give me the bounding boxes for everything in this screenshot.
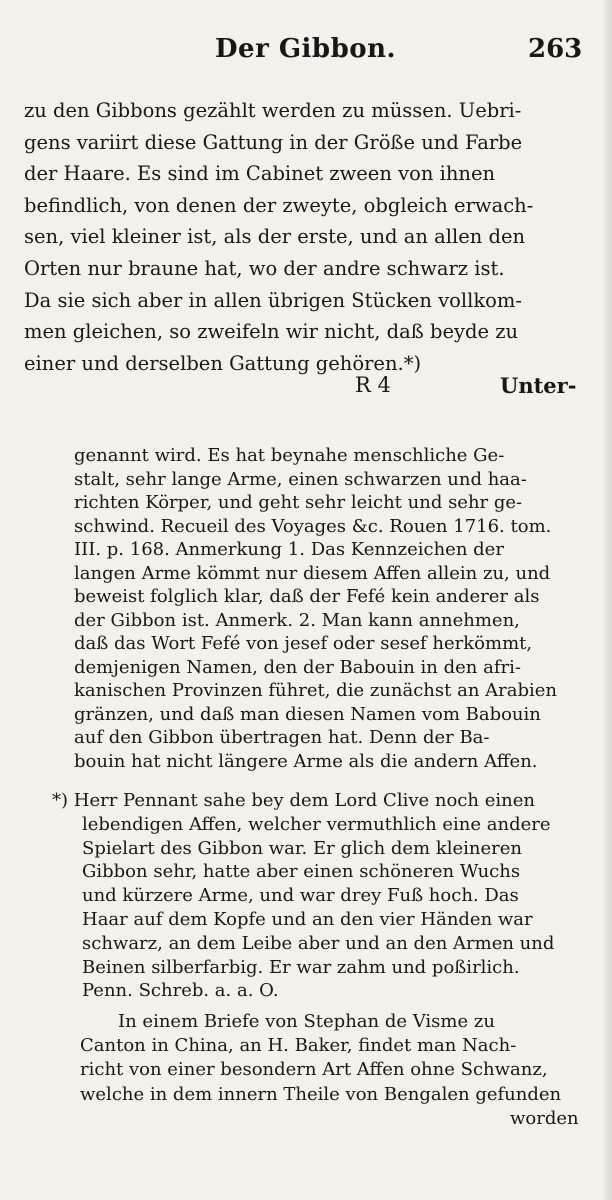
continuation-paragraph (80, 1010, 585, 1131)
note-line: auf den Gibbon übertragen hat. Denn der Ba- (74, 727, 490, 748)
footnote-line: Haar auf dem Kopfe und an den vier Händen war (82, 908, 533, 930)
main-line: einer und derselben Gattung gehören.*) (24, 351, 422, 375)
footnote (52, 789, 587, 1003)
page-edge-shadow (602, 0, 612, 1200)
note-line: der Gibbon ist. Anmerk. 2. Man kann annehmen, (74, 609, 520, 631)
note-line: demjenigen Namen, den der Babouin in den afri- (74, 656, 521, 678)
main-line: Orten nur braune hat, wo der andre schwarz ist. (24, 256, 505, 280)
continuation-line: richt von einer besondern Art Affen ohne Schwanz, (80, 1059, 548, 1081)
footnote-line: und kürzere Arme, und war drey Fuß hoch. Das (82, 885, 519, 907)
continuation-line: worden (510, 1107, 579, 1129)
footnote-line: schwarz, an dem Leibe aber und an den Armen und (82, 932, 555, 954)
note-line: schwind. Recueil des Voyages &c. Rouen 1716. tom. (74, 515, 552, 537)
note-line: richten Körper, und geht sehr leicht und sehr ge- (74, 492, 523, 513)
main-line: men gleichen, so zweifeln wir nicht, daß beyde zu (24, 320, 519, 344)
continuation-line: In einem Briefe von Stephan de Visme zu (118, 1011, 495, 1032)
page-header (0, 30, 612, 70)
footnote-line: Penn. Schreb. a. a. O. (82, 980, 279, 1002)
note-line: gränzen, und daß man diesen Namen vom Babouin (74, 703, 541, 725)
footnote-line: Spielart des Gibbon war. Er glich dem kleineren (82, 837, 523, 859)
catchword: Unter- (500, 373, 577, 398)
note-paragraph (74, 444, 584, 773)
main-line: befindlich, von denen der zweyte, obgleich erwach- (24, 193, 534, 217)
note-line: bouin hat nicht längere Arme als die andern Affen. (74, 750, 538, 772)
footnote-line: lebendigen Affen, welcher vermuthlich eine andere (82, 813, 551, 835)
note-line: kanischen Provinzen führet, die zunächst an Arabien (74, 680, 557, 701)
main-line: der Haare. Es sind im Cabinet zween von ihnen (24, 162, 496, 186)
main-paragraph (24, 95, 584, 379)
footnote-line: *) Herr Pennant sahe bey dem Lord Clive noch einen (52, 790, 535, 811)
footnote-line: Gibbon sehr, hatte aber einen schöneren Wuchs (82, 861, 521, 883)
main-line: gens variirt diese Gattung in der Größe und Farbe (24, 130, 523, 154)
continuation-line: welche in dem innern Theile von Bengalen gefunden (80, 1083, 562, 1105)
note-line: beweist folglich klar, daß der Fefé kein anderer als (74, 586, 540, 607)
note-line: stalt, sehr lange Arme, einen schwarzen und haa- (74, 468, 527, 490)
signature-row (0, 373, 612, 405)
note-line: III. p. 168. Anmerkung 1. Das Kennzeichen der (74, 539, 504, 560)
signature-mark: R 4 (355, 373, 391, 397)
main-line: sen, viel kleiner ist, als der erste, und an allen den (24, 225, 526, 249)
main-line: Da sie sich aber in allen übrigen Stücken vollkom- (24, 288, 522, 312)
note-line: langen Arme kömmt nur diesem Affen allein zu, und (74, 562, 551, 584)
note-line: daß das Wort Fefé von jesef oder sesef herkömmt, (74, 633, 533, 654)
continuation-line: Canton in China, an H. Baker, findet man Nach- (80, 1035, 517, 1057)
note-line: genannt wird. Es hat beynahe menschliche Ge- (74, 445, 505, 466)
running-title: Der Gibbon. (215, 34, 397, 64)
page-number: 263 (528, 34, 583, 64)
main-line: zu den Gibbons gezählt werden zu müssen. Uebri- (24, 99, 522, 122)
footnote-line: Beinen silberfarbig. Er war zahm und poßirlich. (82, 956, 520, 978)
